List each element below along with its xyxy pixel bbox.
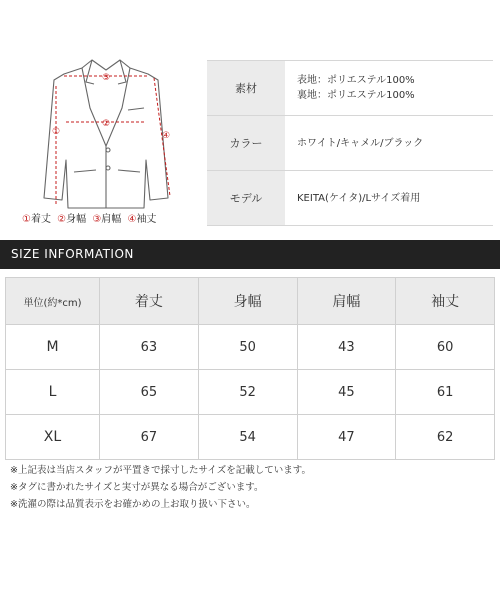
table-cell: 50 — [198, 325, 297, 370]
table-cell: 61 — [396, 370, 495, 415]
column-header-shoulder: 肩幅 — [297, 278, 396, 325]
marker-sleeve: ④ — [161, 131, 171, 141]
legend-item-width: ②身幅 — [57, 214, 87, 225]
size-information-header: SIZE INFORMATION — [0, 240, 500, 269]
table-cell: 52 — [198, 370, 297, 415]
size-label: M — [6, 325, 100, 370]
table-cell: 65 — [100, 370, 199, 415]
spec-value — [285, 171, 493, 225]
size-table — [5, 277, 495, 460]
table-cell: 60 — [396, 325, 495, 370]
table-row — [6, 415, 495, 460]
spec-row-model — [207, 171, 493, 226]
table-cell: 54 — [198, 415, 297, 460]
table-row — [6, 325, 495, 370]
spec-table — [207, 60, 493, 226]
size-label: L — [6, 370, 100, 415]
table-cell: 45 — [297, 370, 396, 415]
size-table-header-row — [6, 278, 495, 325]
spec-value-line: ホワイト/キャメル/ブラック — [297, 137, 424, 149]
note-line: ※洗濯の際は品質表示をお確かめの上お取り扱い下さい。 — [10, 499, 256, 510]
table-cell: 67 — [100, 415, 199, 460]
note-line: ※タグに書かれたサイズと実寸が異なる場合がございます。 — [10, 482, 264, 493]
table-cell: 43 — [297, 325, 396, 370]
table-cell: 47 — [297, 415, 396, 460]
column-header-length: 着丈 — [100, 278, 199, 325]
spec-value-line: 表地：ポリエステル100% — [297, 75, 415, 86]
table-cell: 62 — [396, 415, 495, 460]
spec-row-color — [207, 116, 493, 171]
legend-item-length: ①着丈 — [22, 214, 51, 225]
column-header-sleeve: 袖丈 — [396, 278, 495, 325]
unit-header: 単位(約*cm) — [6, 278, 100, 325]
size-label: XL — [6, 415, 100, 460]
notes — [10, 462, 490, 513]
spec-row-material — [207, 60, 493, 116]
jacket-illustration — [22, 48, 192, 218]
spec-value — [285, 61, 493, 115]
jacket-diagram — [0, 0, 200, 235]
note-line: ※上記表は当店スタッフが平置きで採寸したサイズを記載しています。 — [10, 465, 311, 476]
measurement-legend — [22, 213, 197, 227]
spec-value — [285, 116, 493, 170]
marker-width: ② — [101, 119, 111, 129]
spec-label: 素材 — [207, 61, 285, 115]
spec-label: カラー — [207, 116, 285, 170]
legend-item-shoulder: ③肩幅 — [92, 214, 122, 225]
spec-label: モデル — [207, 171, 285, 225]
spec-value-line: KEITA(ケイタ)/Lサイズ着用 — [297, 192, 421, 204]
spec-value-line: 裏地：ポリエステル100% — [297, 90, 415, 101]
table-row — [6, 370, 495, 415]
table-cell: 63 — [100, 325, 199, 370]
legend-item-sleeve: ④袖丈 — [127, 214, 157, 225]
column-header-width: 身幅 — [198, 278, 297, 325]
marker-length: ① — [51, 127, 61, 137]
marker-shoulder: ③ — [101, 73, 111, 83]
